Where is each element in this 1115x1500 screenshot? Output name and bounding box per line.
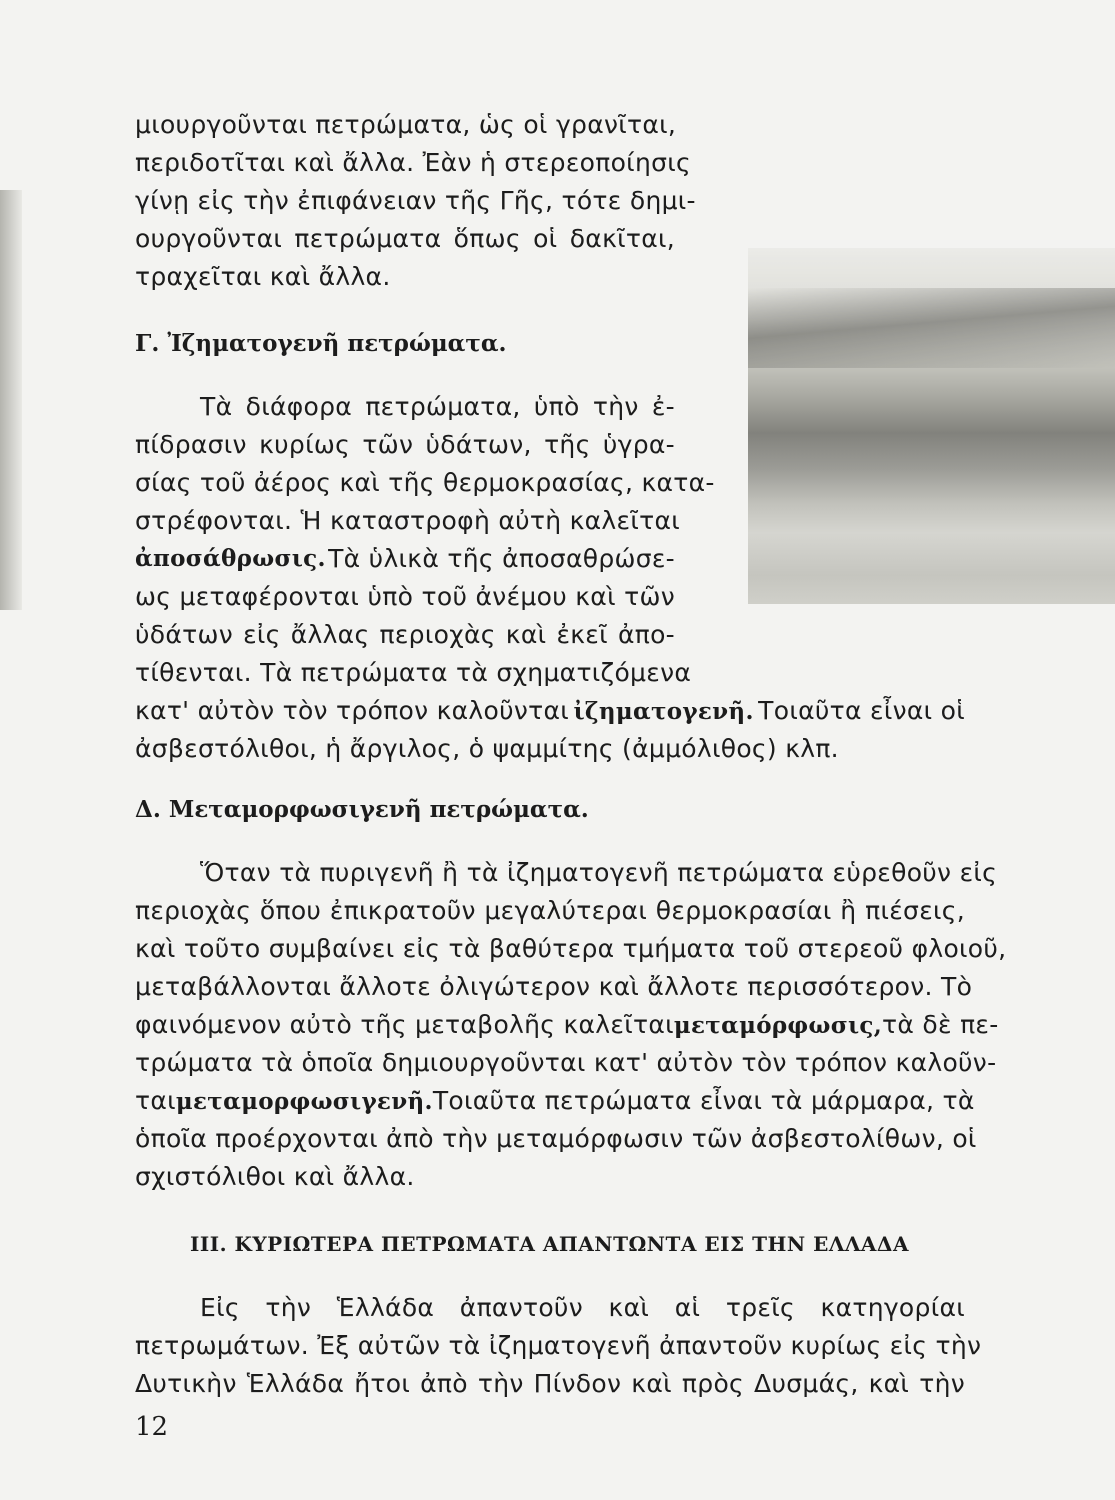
text-line: στρέφονται. Ἡ καταστροφὴ αὐτὴ καλεῖται [135, 506, 680, 535]
text-fragment: Τὰ ὑλικὰ τῆς ἀποσαθρώσε- [328, 544, 675, 573]
text-fragment: τὰ δὲ πε- [882, 1010, 999, 1039]
text-line: Τὰ διάφορα πετρώματα, ὑπὸ τὴν ἐ- [200, 392, 675, 421]
text-line: σχιστόλιθοι καὶ ἄλλα. [135, 1162, 415, 1191]
term-izimatogeni: ἰζηματογενῆ. [573, 698, 754, 725]
photo-ridge [748, 288, 1115, 368]
text-line: πίδρασιν κυρίως τῶν ὑδάτων, τῆς ὑγρα- [135, 430, 675, 459]
text-line [135, 1085, 975, 1118]
text-line: Εἰς τὴν Ἑλλάδα ἀπαντοῦν καὶ αἱ τρεῖς κατηγορίαι [200, 1293, 965, 1322]
text-line: περιοχὰς ὅπου ἐπικρατοῦν μεγαλύτεραι θερμοκρασίαι ἢ πιέσεις, [135, 896, 965, 925]
text-line: ὑδάτων εἰς ἄλλας περιοχὰς καὶ ἐκεῖ ἀπο- [135, 620, 675, 649]
text-line: ως μεταφέρονται ὑπὸ τοῦ ἀνέμου καὶ τῶν [135, 582, 675, 611]
text-line [135, 695, 965, 728]
text-line: ουργοῦνται πετρώματα ὅπως οἱ δακῖται, [135, 224, 675, 253]
text-line: Ὅταν τὰ πυριγενῆ ἢ τὰ ἰζηματογενῆ πετρώματα εὑρεθοῦν εἰς [200, 858, 998, 887]
text-line: περιδοτῖται καὶ ἄλλα. Ἐὰν ἡ στερεοποίησις [135, 148, 691, 177]
text-line: σίας τοῦ ἀέρος καὶ τῆς θερμοκρασίας, κατα- [135, 468, 715, 497]
text-fragment: κατ' αὐτὸν τὸν τρόπον καλοῦνται [135, 696, 570, 725]
text-line: μεταβάλλονται ἄλλοτε ὀλιγώτερον καὶ ἄλλοτε περισσότερον. Τὸ [135, 972, 973, 1001]
term-metamorfosis: μεταμόρφωσις, [673, 1012, 883, 1039]
landscape-photo [748, 248, 1115, 604]
text-line: πετρωμάτων. Ἐξ αὐτῶν τὰ ἰζηματογενῆ ἀπαντοῦν κυρίως εἰς τὴν [135, 1331, 982, 1360]
text-line: τραχεῖται καὶ ἄλλα. [135, 262, 391, 291]
term-metamorfosigeni: μεταμορφωσιγενῆ. [175, 1088, 433, 1115]
page-edge-shadow [0, 190, 22, 610]
text-line: γίνῃ εἰς τὴν ἐπιφάνειαν τῆς Γῆς, τότε δημι- [135, 186, 696, 215]
text-line [135, 1009, 999, 1042]
section-heading-d: Δ. Μεταμορφωσιγενῆ πετρώματα. [135, 796, 589, 823]
text-line: ἀσβεστόλιθοι, ἡ ἄργιλος, ὁ ψαμμίτης (ἀμμόλιθος) κλπ. [135, 734, 839, 763]
text-fragment: Τοιαῦτα εἶναι οἱ [758, 696, 965, 725]
text-line: μιουργοῦνται πετρώματα, ὡς οἱ γρανῖται, [135, 110, 677, 139]
term-aposathrosis: ἀποσάθρωσις. [135, 545, 326, 572]
text-line: ὁποῖα προέρχονται ἀπὸ τὴν μεταμόρφωσιν τῶν ἀσβεστολίθων, οἱ [135, 1124, 977, 1153]
text-line: τίθενται. Τὰ πετρώματα τὰ σχηματιζόμενα [135, 658, 692, 687]
section-heading-g: Γ. Ἰζηματογενῆ πετρώματα. [135, 330, 507, 357]
text-fragment: ται [135, 1086, 176, 1115]
text-line: τρώματα τὰ ὁποῖα δημιουργοῦνται κατ' αὐτὸν τὸν τρόπον καλοῦν- [135, 1048, 997, 1077]
text-line [135, 543, 675, 575]
text-fragment: Τοιαῦτα πετρώματα εἶναι τὰ μάρμαρα, τὰ [432, 1086, 975, 1115]
text-line: Δυτικὴν Ἑλλάδα ἤτοι ἀπὸ τὴν Πίνδον καὶ πρὸς Δυσμάς, καὶ τὴν [135, 1369, 965, 1398]
text-line: καὶ τοῦτο συμβαίνει εἰς τὰ βαθύτερα τμήματα τοῦ στερεοῦ φλοιοῦ, [135, 934, 1007, 963]
text-fragment: φαινόμενον αὐτὸ τῆς μεταβολῆς καλεῖται [135, 1010, 674, 1039]
page-number: 12 [135, 1412, 169, 1442]
section-heading-iii: III. ΚΥΡΙΩΤΕΡΑ ΠΕΤΡΩΜΑΤΑ ΑΠΑΝΤΩΝΤΑ ΕΙΣ ΤΗΝ ΕΛΛΑΔΑ [190, 1232, 909, 1256]
